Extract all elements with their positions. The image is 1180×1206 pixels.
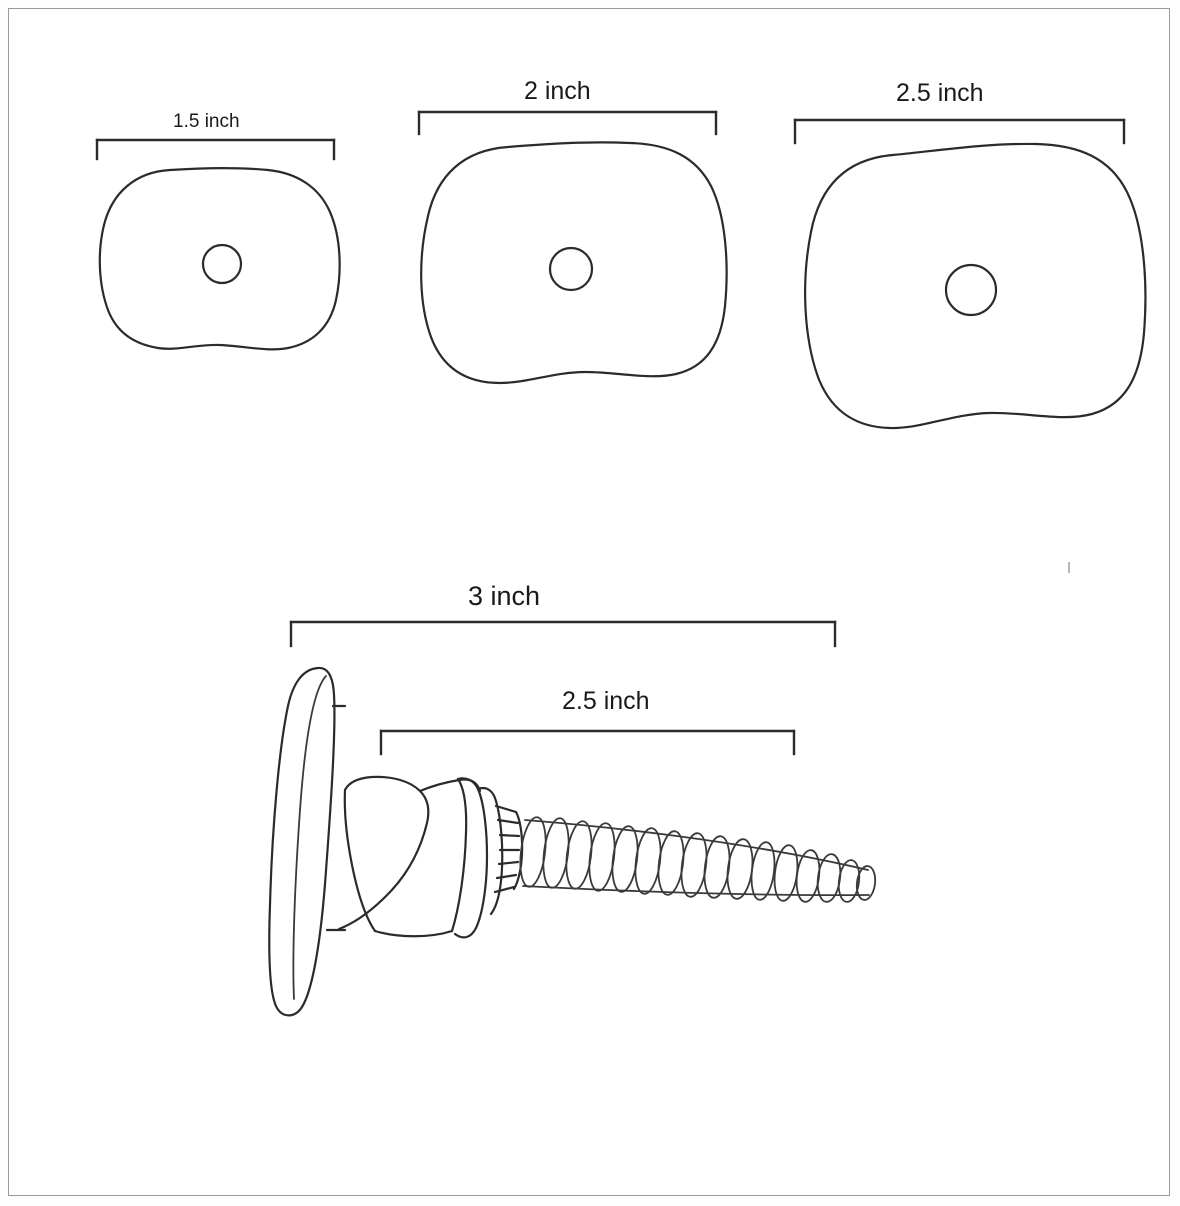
knob-face-medium — [421, 142, 726, 383]
knob-side-profile-drawing — [269, 668, 877, 1015]
dimension-line-1-5 — [97, 140, 334, 159]
label-knob-1-5: 1.5 inch — [173, 111, 240, 132]
knob-face-small — [100, 168, 340, 349]
label-knob-2-5: 2.5 inch — [896, 79, 984, 107]
knob-face-large — [805, 144, 1145, 428]
dimension-line-2-5-screw — [381, 731, 794, 754]
label-knob-2-0: 2 inch — [524, 77, 591, 105]
label-screw-length: 2.5 inch — [562, 687, 650, 715]
dimension-line-2-0 — [419, 112, 716, 134]
dimension-line-2-5 — [795, 120, 1124, 143]
label-overall-length: 3 inch — [468, 581, 541, 611]
stray-mark — [1068, 562, 1070, 573]
dimension-line-3-inch — [291, 622, 835, 646]
